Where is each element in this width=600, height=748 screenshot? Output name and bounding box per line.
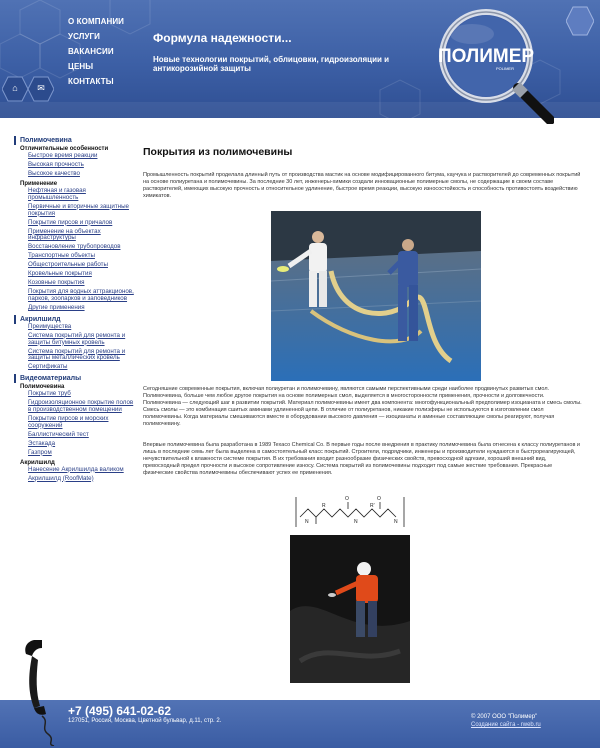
logo-magnifier[interactable] bbox=[434, 4, 554, 124]
footer-phone: +7 (495) 641-02-62 bbox=[68, 704, 172, 718]
sidebar-link[interactable]: Другие применения bbox=[28, 303, 85, 311]
footer-address: 127051, Россия, Москва, Цветной бульвар, д.11, стр. 2. bbox=[68, 718, 222, 724]
sidebar-link[interactable]: Первичные и вторичные защитные покрытия bbox=[28, 202, 129, 217]
sidebar-group bbox=[14, 136, 136, 312]
sidebar-link[interactable]: Акрилшилд (RoofMate) bbox=[28, 474, 94, 482]
sidebar-group-title[interactable]: Полимочевина bbox=[14, 136, 136, 145]
svg-text:O: O bbox=[377, 496, 381, 502]
sidebar-group bbox=[14, 315, 136, 371]
sidebar-link[interactable]: Быстрое время реакции bbox=[28, 152, 98, 159]
polyurea-formula-and-worker-photo bbox=[290, 491, 410, 683]
sidebar-link[interactable]: Высокое качество bbox=[28, 169, 80, 177]
sidebar-link[interactable]: Газпром bbox=[28, 448, 52, 456]
decor-hexagon bbox=[566, 6, 594, 36]
content-heading: Покрытия из полимочевины bbox=[143, 146, 293, 158]
svg-text:O: O bbox=[345, 496, 349, 502]
svg-text:R: R bbox=[322, 503, 326, 509]
svg-text:N: N bbox=[305, 519, 309, 525]
main-navigation bbox=[68, 14, 124, 89]
page-title: Формула надежности... bbox=[153, 31, 292, 45]
sidebar-link[interactable]: Общестроительные работы bbox=[28, 261, 108, 269]
workers-spraying-photo bbox=[271, 211, 481, 381]
logo-subtext: POLIMER bbox=[495, 66, 514, 71]
sidebar-link[interactable]: Преимущества bbox=[28, 322, 72, 330]
nav-vacancies[interactable]: ВАКАНСИИ bbox=[68, 47, 114, 56]
sidebar-link[interactable]: Транспортные объекты bbox=[28, 252, 95, 260]
home-icon: ⌂ bbox=[12, 83, 18, 93]
sidebar-link[interactable]: Эстакада bbox=[28, 439, 56, 447]
sidebar-link[interactable]: Сертификаты bbox=[28, 363, 68, 371]
logo-text: ПОЛИМЕР bbox=[437, 46, 535, 67]
main-content bbox=[143, 146, 583, 200]
home-button[interactable] bbox=[2, 76, 28, 102]
sidebar-section-title: Применение bbox=[20, 180, 58, 187]
sidebar-link[interactable]: Покрытие труб bbox=[28, 390, 71, 398]
sidebar-link[interactable]: Система покрытий для ремонта и защиты битумных кровель bbox=[28, 331, 126, 346]
sidebar-link[interactable]: Кровельные покрытия bbox=[28, 270, 92, 278]
sidebar-link[interactable]: Покрытие пирсов и причалов bbox=[28, 218, 113, 226]
sidebar-link[interactable]: Козовные покрытия bbox=[28, 279, 85, 287]
sidebar-link[interactable]: Баллистический тест bbox=[28, 430, 89, 438]
sidebar-section-title: Отличительные особенности bbox=[20, 146, 109, 152]
sidebar-link[interactable]: Покрытия для водных аттракционов, парков, зоопарков и заповедников bbox=[28, 288, 134, 302]
svg-text:N: N bbox=[354, 519, 358, 525]
site-footer bbox=[0, 700, 600, 748]
sidebar-link[interactable]: Нанесение Акрилшилда валиком bbox=[28, 465, 124, 473]
nav-contacts[interactable]: КОНТАКТЫ bbox=[68, 77, 114, 86]
phone-icon bbox=[20, 636, 70, 746]
sidebar-group bbox=[14, 374, 136, 482]
svg-text:R': R' bbox=[370, 503, 375, 509]
sidebar-group-title[interactable]: Акрилшилд bbox=[14, 315, 136, 324]
sidebar-link[interactable]: Высокая прочность bbox=[28, 160, 84, 168]
sidebar-section-title: Акрилшилд bbox=[20, 459, 55, 466]
sidebar-link[interactable]: Система покрытий для ремонта и защиты металлических кровель bbox=[28, 347, 126, 362]
footer-copyright: © 2007 ООО "Полимер" bbox=[471, 714, 538, 720]
sidebar-link[interactable]: Нефтяная и газовая промышленность bbox=[28, 186, 86, 201]
history-paragraph: Впервые полимочевина была разработана в 1989 Texaco Chemical Co. В первые годы после внедрения в практику полимочевина была отнесена к классу полиуретанов и лишь в последние семь лет была выделена в самостоятельный класс покрытий. Строители, подрядчики, инженеры и производители нуждаются в быстрореагирующей, нечувствительной к влажности системе покрытия. В их требования входит разнообразие физических свойств, превосходной адгезии, хороший внешний вид, превосходный предел прочности и высокое сопротивление износу. Система покрытий из полимочевины подходит под самые жесткие требования. Прекрасные физические свойства полимочевины обеспечивают успех ее применения. bbox=[143, 442, 581, 476]
page-subtitle: Новые технологии покрытий, облицовки, гидроизоляции и антикорозийной защиты bbox=[153, 55, 390, 73]
sidebar bbox=[14, 136, 136, 485]
sidebar-section-title: Полимочевина bbox=[20, 384, 65, 391]
mail-icon: ✉ bbox=[37, 83, 45, 93]
nav-about[interactable]: О КОМПАНИИ bbox=[68, 17, 125, 26]
composition-paragraph: Сегодняшние современные покрытия, включая полиуретан и полимочевину, являются самыми перспективными среди наиболее продвинутых развитых смол. Полимочевина, больше чем любое другое покрытия на основе полимерных смол, выделяется в многосторонности применения, прочности и долговечности. Полимочевина — следующий шаг в развитии покрытий. Материал полимочевины имеет два компонента: многофункциональный предполимер изоцианата и смесь смолы. Смесь смолы — это комбинация сшитых аминами удлиненной цепи. В отличие от полиуретанов, никакие полиэфиры не используются в изготовлении смол полимочевины. Когда материалы смешиваются вместе в оборудовании высокого давления — изоцианаты и аминные составляющие смолы реагируют, получая полимочевину. bbox=[143, 386, 582, 427]
intro-paragraph: Промышленность покрытий проделала длинный путь от производства мастик на основе модифицированного битума, каучука и растворителей до современных покрытий на основе полиуретана и полимочевины. За последние 30 лет, инженеры-химики создали инновационные полимерные смолы, не содержащие в своем составе растворителей, имеющих высокую прочность и относительное удлинение, быстрое время реакции, высокую износостойкость и способность противостоять воздействию химикатов. bbox=[143, 172, 581, 199]
nav-services[interactable]: УСЛУГИ bbox=[68, 32, 101, 41]
nav-prices[interactable]: ЦЕНЫ bbox=[68, 62, 94, 71]
sidebar-group-title[interactable]: Видеоматериалы bbox=[14, 374, 136, 383]
footer-developer-link[interactable]: Создание сайта - rweb.ru bbox=[471, 722, 541, 728]
sidebar-link[interactable]: Применение на объектах инфраструктуры bbox=[28, 227, 101, 242]
sidebar-link[interactable]: Восстановление трубопроводов bbox=[28, 243, 121, 251]
mail-button[interactable] bbox=[28, 76, 54, 102]
sidebar-link[interactable]: Гидроизоляционное покрытие полов в производственном помещении bbox=[28, 399, 134, 413]
sidebar-link[interactable]: Покрытие пирсов и морских сооружений bbox=[28, 414, 109, 429]
svg-text:N: N bbox=[394, 519, 398, 525]
